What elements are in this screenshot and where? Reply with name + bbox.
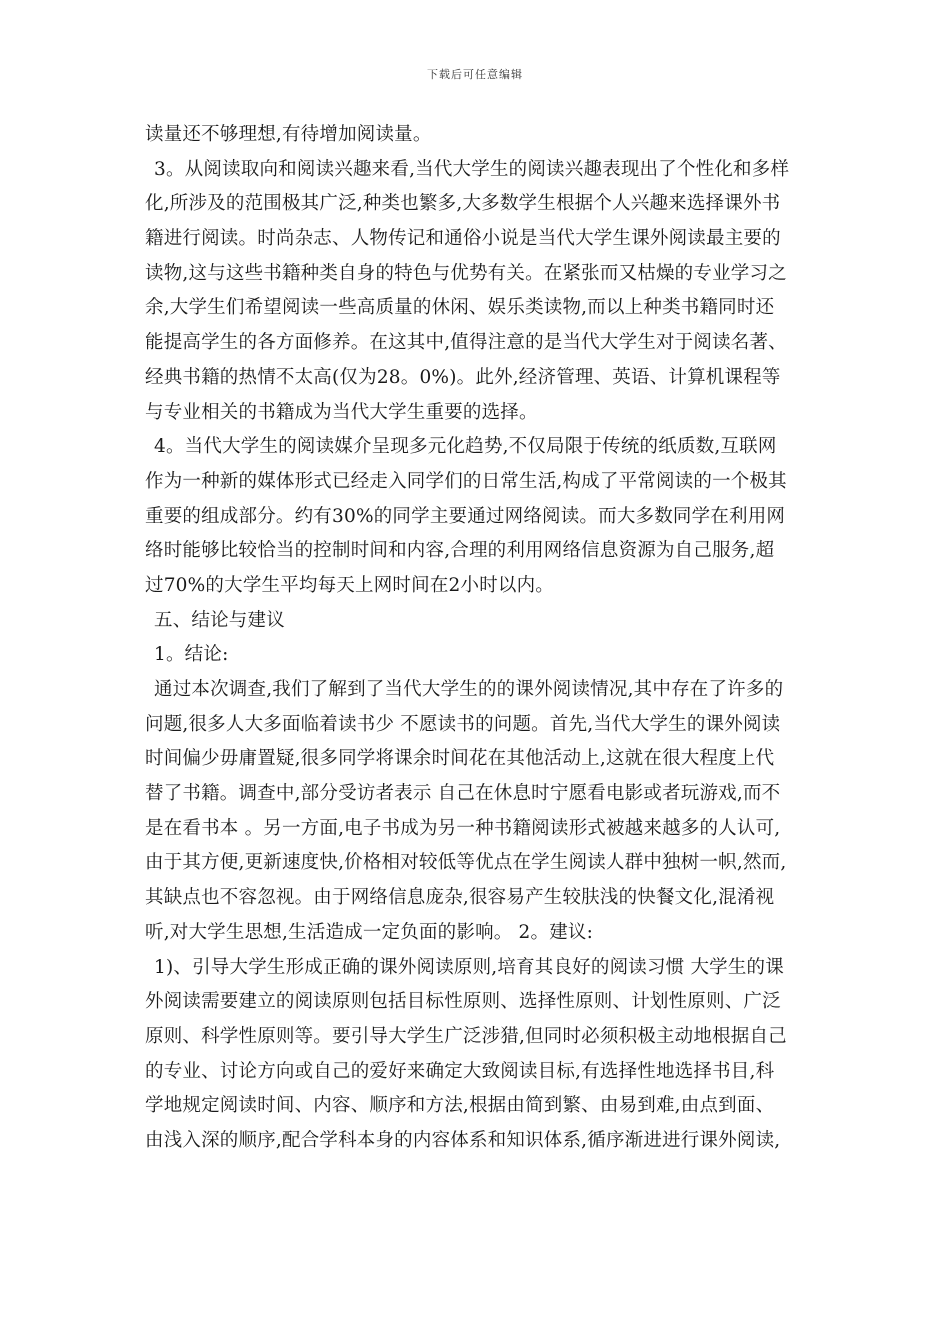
section-heading: 五、结论与建议 [154,609,285,631]
text-line: 4。当代大学生的阅读媒介呈现多元化趋势,不仅局限于传统的纸质数,互联网 [154,436,777,458]
text-line: 3。从阅读取向和阅读兴趣来看,当代大学生的阅读兴趣表现出了个性化和多样 [154,158,790,180]
text-line: 经典书籍的热情不太高(仅为28。0%)。此外,经济管理、英语、计算机课程等 [145,366,781,388]
text-line: 读量还不够理想,有待增加阅读量。 [145,124,432,145]
document-body [145,118,810,1159]
text-line: 作为一种新的媒体形式已经走入同学们的日常生活,构成了平常阅读的一个极其 [145,470,787,492]
text-line: 由于其方便,更新速度快,价格相对较低等优点在学生阅读人群中独树一帜,然而, [145,852,787,874]
subsection-heading: 1。结论: [154,644,229,666]
text-line: 1)、引导大学生形成正确的课外阅读原则,培育其良好的阅读习惯 大学生的课 [154,956,784,978]
text-line: 的专业、讨论方向或自己的爱好来确定大致阅读目标,有选择性地选择书目,科 [145,1060,775,1082]
text-line: 问题,很多人大多面临着读书少 不愿读书的问题。首先,当代大学生的课外阅读 [145,713,781,735]
text-line: 替了书籍。调查中,部分受访者表示 自己在休息时宁愿看电影或者玩游戏,而不 [145,783,781,805]
text-line: 籍进行阅读。时尚杂志、人物传记和通俗小说是当代大学生课外阅读最主要的 [145,228,781,250]
text-line: 其缺点也不容忽视。由于网络信息庞杂,很容易产生较肤浅的快餐文化,混淆视 [145,887,775,909]
text-line: 重要的组成部分。约有30%的同学主要通过网络阅读。而大多数同学在利用网 [145,505,786,527]
text-line: 由浅入深的顺序,配合学科本身的内容体系和知识体系,循序渐进进行课外阅读, [145,1129,781,1151]
page-header-note: 下载后可任意编辑 [427,68,523,81]
text-line: 能提高学生的各方面修养。在这其中,值得注意的是当代大学生对于阅读名著、 [145,332,787,354]
text-line: 过70%的大学生平均每天上网时间在2小时以内。 [145,574,554,596]
text-line: 络时能够比较恰当的控制时间和内容,合理的利用网络信息资源为自己服务,超 [145,540,775,562]
text-line: 时间偏少毋庸置疑,很多同学将课余时间花在其他活动上,这就在很大程度上代 [145,748,775,770]
text-line: 通过本次调查,我们了解到了当代大学生的的课外阅读情况,其中存在了许多的 [154,679,784,700]
text-line: 学地规定阅读时间、内容、顺序和方法,根据由简到繁、由易到难,由点到面、 [145,1095,775,1117]
text-line: 与专业相关的书籍成为当代大学生重要的选择。 [145,401,538,423]
text-line: 原则、科学性原则等。要引导大学生广泛涉猎,但同时必须积极主动地根据自己 [145,1025,787,1047]
text-line: 化,所涉及的范围极其广泛,种类也繁多,大多数学生根据个人兴趣来选择课外书 [145,193,781,215]
text-line: 是在看书本 。另一方面,电子书成为另一种书籍阅读形式被越来越多的人认可, [145,817,781,839]
text-line: 外阅读需要建立的阅读原则包括目标性原则、选择性原则、计划性原则、广泛 [145,991,781,1013]
text-line: 读物,这与这些书籍种类自身的特色与优势有关。在紧张而又枯燥的专业学习之 [145,262,787,284]
text-line: 余,大学生们希望阅读一些高质量的休闲、娱乐类读物,而以上种类书籍同时还 [145,297,775,319]
text-line: 听,对大学生思想,生活造成一定负面的影响。 2。建议: [145,921,594,943]
